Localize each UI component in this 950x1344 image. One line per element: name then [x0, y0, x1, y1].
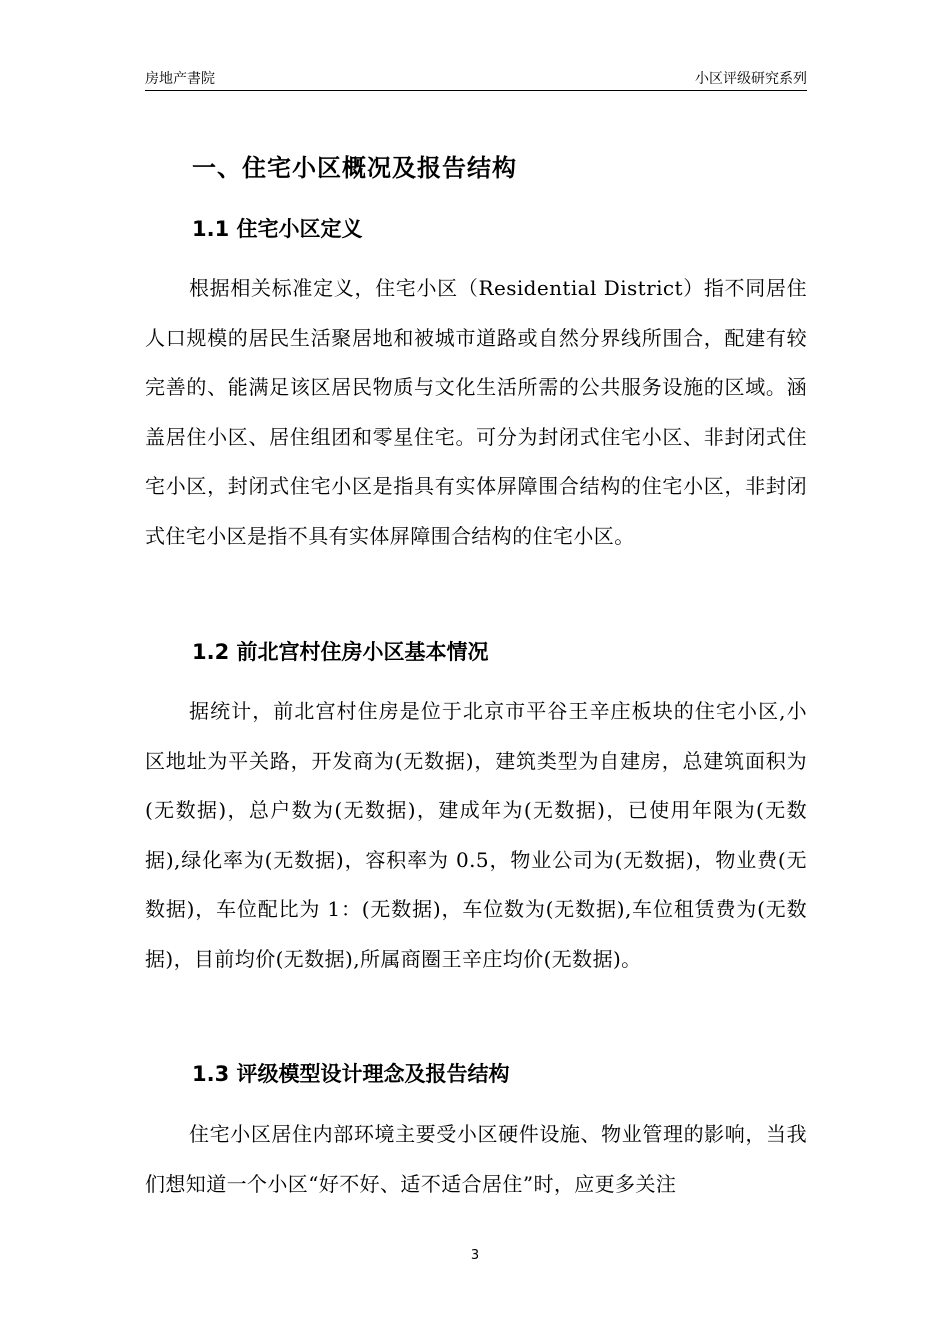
page-number: 3 — [470, 1248, 480, 1263]
paragraph-basic-info: 据统计，前北宫村住房是位于北京市平谷王辛庄板块的住宅小区,小区地址为平关路，开发商为(无数据)，建筑类型为自建房，总建筑面积为(无数据)，总户数为(无数据)，建成年为(无数据)，已使用年限为(无数据),绿化率为(无数据)，容积率为 0.5，物业公司为(无数据)，物业费(无数据)，车位配比为 1：(无数据)，车位数为(无数据),车位租赁费为(无数据)，目前均价(无数据),所属商圈王辛庄均价(无数据)。 — [145, 699, 807, 971]
subsection-heading-1-3: 1.3 评级模型设计理念及报告结构 — [192, 1062, 510, 1086]
paragraph-definition: 根据相关标准定义，住宅小区（Residential District）指不同居住人口规模的居民生活聚居地和被城市道路或自然分界线所围合，配建有较完善的、能满足该区居民物质与文化生活所需的公共服务设施的区域。涵盖居住小区、居住组团和零星住宅。可分为封闭式住宅小区、非封闭式住宅小区，封闭式住宅小区是指具有实体屏障围合结构的住宅小区，非封闭式住宅小区是指不具有实体屏障围合结构的住宅小区。 — [145, 276, 807, 548]
subsection-heading-1-2: 1.2 前北宫村住房小区基本情况 — [192, 640, 489, 664]
page-header — [145, 66, 807, 91]
header-publisher: 房地产書院 — [145, 71, 215, 87]
subsection-heading-1-1: 1.1 住宅小区定义 — [192, 217, 363, 241]
section-title: 一、住宅小区概况及报告结构 — [192, 154, 517, 182]
paragraph-model-design: 住宅小区居住内部环境主要受小区硬件设施、物业管理的影响，当我们想知道一个小区“好不好、适不适合居住”时，应更多关注 — [145, 1122, 807, 1196]
header-series-title: 小区评级研究系列 — [695, 71, 807, 87]
